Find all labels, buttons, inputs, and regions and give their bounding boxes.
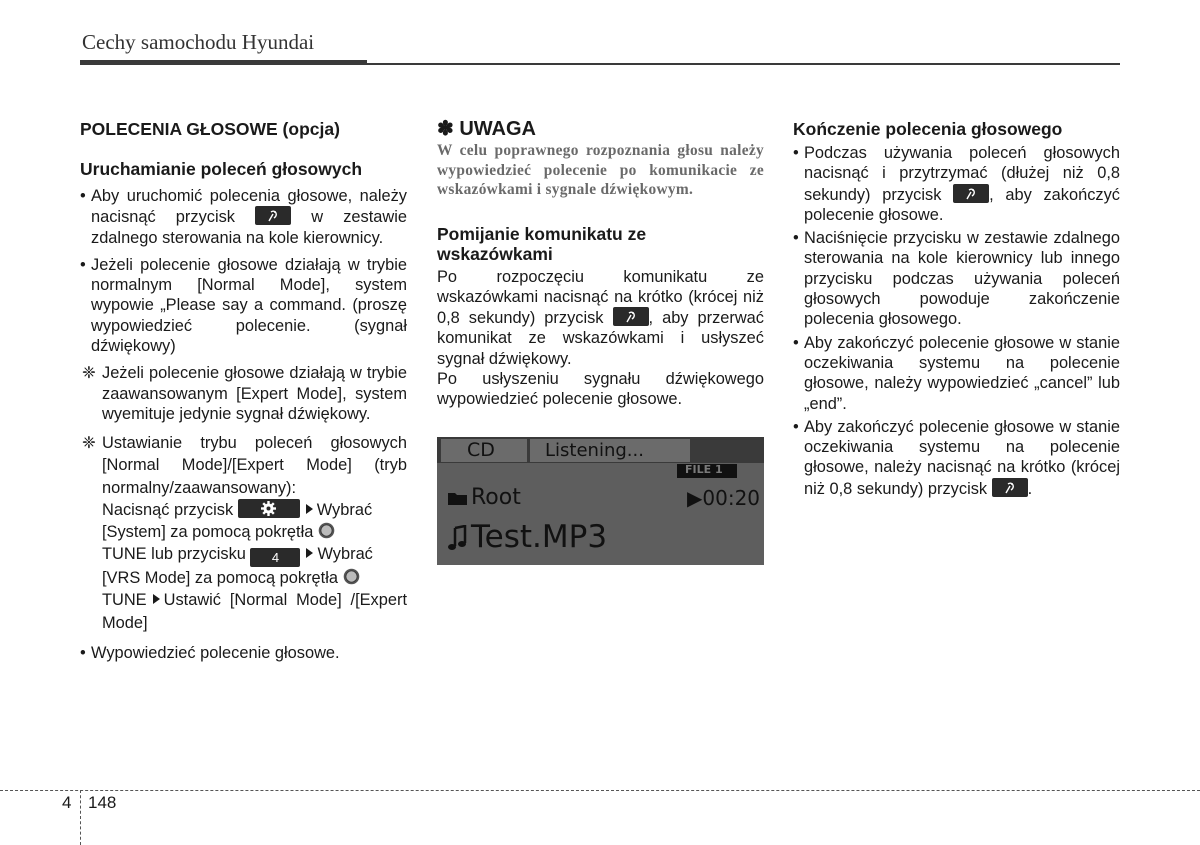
column-middle — [437, 117, 764, 410]
list-item: • Naciśnięcie przycisku w zestawie zdalnego sterowania na kole kierownicy lub innego przycisku podczas używania poleceń głosowych powoduje zakończenie polecenia głosowego. — [793, 229, 1120, 329]
note-item: ❈ Jeżeli polecenie głosowe działają w trybie zaawansowanym [Expert Mode], system wyemituje jedynie sygnał dźwiękowy. — [82, 364, 407, 423]
caution-title: ✽ UWAGA — [437, 118, 536, 140]
footer-rule — [0, 790, 1200, 791]
header-title: Cechy samochodu Hyundai — [82, 30, 315, 54]
folder-name: Root — [471, 485, 521, 510]
section-subtitle: Kończenie polecenia głosowego — [793, 119, 1063, 139]
voice-button-icon — [255, 206, 291, 225]
header-rule — [80, 60, 367, 65]
setup-button-icon — [238, 499, 300, 518]
list-item: • Aby uruchomić polecenia głosowe, należy nacisnąć przycisk w zestawie zdalnego sterowania na kole kierownicy. — [80, 187, 407, 247]
folder-icon — [447, 489, 469, 507]
caution-body: W celu poprawnego rozpoznania głosu należy wypowiedzieć polecenie po komunikacie ze wskazówkami i sygnale dźwiękowym. — [437, 142, 764, 198]
header-rule-thin — [367, 63, 1120, 65]
page-number: 148 — [88, 793, 117, 812]
track-name: Test.MP3 — [471, 519, 608, 555]
section-subtitle: Uruchamianie poleceń głosowych — [80, 159, 363, 179]
footer-divider — [80, 790, 81, 845]
voice-button-icon — [953, 184, 989, 203]
tab-cd-label: CD — [467, 439, 495, 461]
section-subtitle: Pomijanie komunikatu ze wskazówkami — [437, 223, 647, 264]
audio-display-screen — [437, 437, 764, 565]
voice-button-icon — [992, 478, 1028, 497]
file-label: FILE 1 — [685, 463, 723, 476]
list-item: • Jeżeli polecenie głosowe działają w trybie normalnym [Normal Mode], system wypowie „Please say a command. (proszę wypowiedzieć polecenie. (sygnał dźwiękowy) — [80, 255, 407, 356]
voice-button-icon — [613, 307, 649, 326]
list-item: • Aby zakończyć polecenie głosowe w stanie oczekiwania systemu na polecenie głosowe, należy wypowiedzieć „cancel” lub „end”. — [793, 333, 1120, 413]
list-item: • Podczas używania poleceń głosowych nacisnąć i przytrzymać (dłużej niż 0,8 sekundy) przycisk , aby zakończyć polecenie głosowe. — [793, 144, 1120, 224]
chapter-number: 4 — [62, 793, 72, 812]
note-item: ❈ Ustawianie trybu poleceń głosowych [Normal Mode]/[Expert Mode] (tryb normalny/zaawansowany): Nacisnąć przycisk Wybrać [System] za pomocą pokrętła TUNE lub przycisku 4 Wybrać [VRS Mode] za pomocą pokrętła TUNE Ustawić [Normal Mode] /[Expert Mode] — [82, 434, 407, 632]
section-title: POLECENIA GŁOSOWE (opcja) — [80, 119, 340, 139]
preset-4-button-icon: 4 — [250, 548, 300, 567]
arrow-right-icon — [306, 548, 313, 558]
list-item: • Aby zakończyć polecenie głosowe w stanie oczekiwania systemu na polecenie głosowe, należy nacisnąć na krótko (krócej niż 0,8 sekundy) przycisk . — [793, 417, 1120, 498]
tune-knob-icon — [318, 522, 335, 539]
paragraph: Po usłyszeniu sygnału dźwiękowego wypowiedzieć polecenie głosowe. — [437, 369, 764, 409]
tab-listening-label: Listening... — [545, 440, 644, 461]
music-note-icon — [447, 525, 467, 551]
list-item: • Wypowiedzieć polecenie głosowe. — [80, 643, 340, 662]
column-right — [793, 118, 1120, 499]
column-left — [80, 118, 407, 663]
play-time: ▶00:20 — [687, 486, 761, 510]
paragraph: Po rozpoczęciu komunikatu ze wskazówkami nacisnąć na krótko (krócej niż 0,8 sekundy) przycisk , aby przerwać komunikat ze wskazówkami i usłyszeć sygnał dźwiękowy. — [437, 267, 764, 368]
arrow-right-icon — [306, 504, 313, 514]
arrow-right-icon — [153, 594, 160, 604]
tune-knob-icon — [343, 568, 360, 585]
